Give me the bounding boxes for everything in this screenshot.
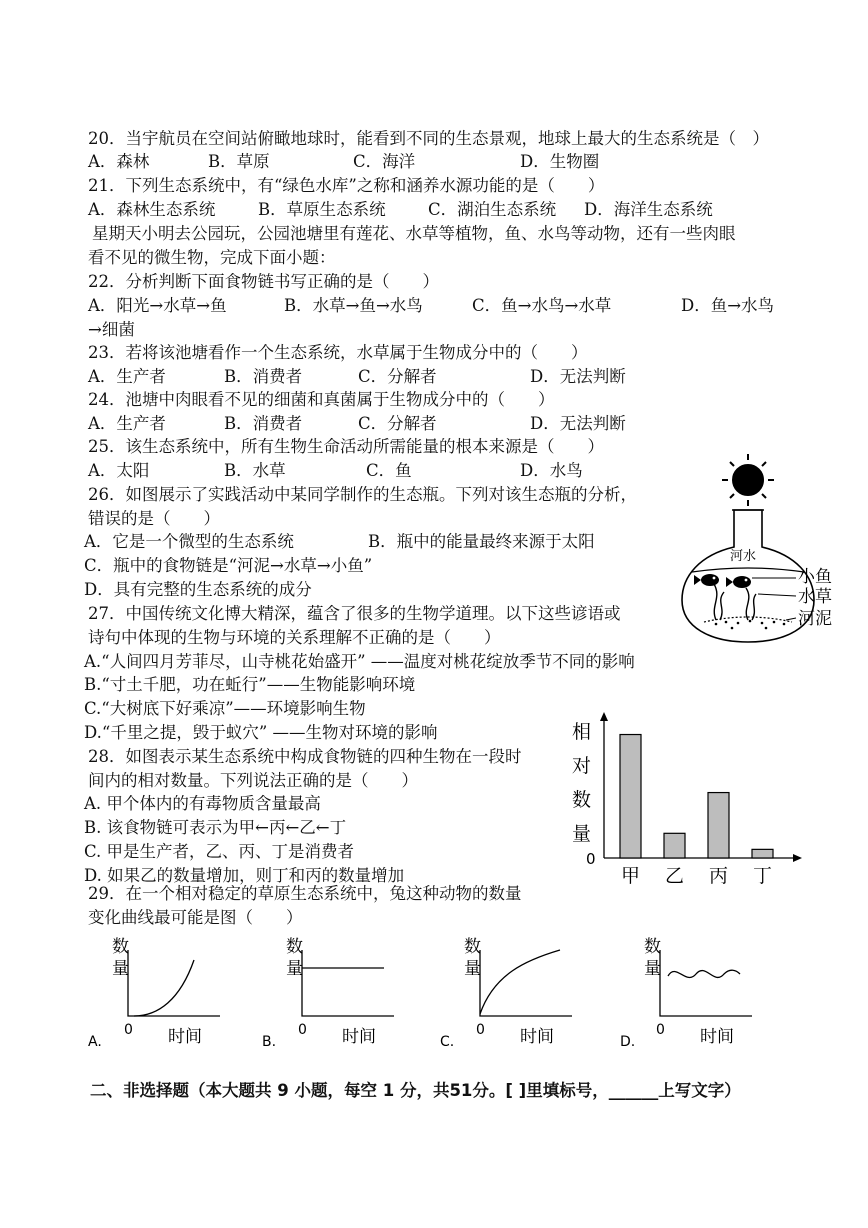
graph-axes xyxy=(128,950,220,1016)
q21-option-d: D．海洋生态系统 xyxy=(584,200,713,219)
graph-axes xyxy=(480,950,572,1016)
q29-graph-c xyxy=(440,930,590,1052)
bar-2 xyxy=(664,833,685,858)
graph-origin-label: 0 xyxy=(298,1022,307,1038)
label-water-grass: 水草 xyxy=(798,587,832,607)
bar-4 xyxy=(752,849,773,858)
graph-x-label: 时间 xyxy=(342,1027,376,1047)
graph-y-label-char: 数 xyxy=(112,937,129,957)
bar-1 xyxy=(620,735,641,858)
label-river-water: 河水 xyxy=(730,549,757,564)
q29-graph-b xyxy=(262,930,412,1052)
category-label-3: 丙 xyxy=(708,865,729,887)
y-axis-label-char-1: 相 xyxy=(572,721,592,743)
q26-stem-1: 26．如图展示了实践活动中某同学制作的生态瓶。下列对该生态瓶的分析， xyxy=(88,485,637,504)
q21-stem: 21．下列生态系统中，有“绿色水库”之称和涵养水源功能的是（ ） xyxy=(88,176,605,195)
q23-option-b: B．消费者 xyxy=(224,367,303,386)
q22-option-b: B．水草→鱼→水鸟 xyxy=(284,296,423,315)
quantity-curve xyxy=(480,950,560,1014)
q28-option-d: D. 如果乙的数量增加，则丁和丙的数量增加 xyxy=(84,866,405,885)
q23-stem: 23．若将该池塘看作一个生态系统，水草属于生物成分中的（ ） xyxy=(88,343,588,362)
q21-option-c: C．湖泊生态系统 xyxy=(428,200,557,219)
q21-option-b: B．草原生态系统 xyxy=(258,200,386,219)
q20-option-a: A．森林 xyxy=(88,152,150,171)
ecology-bottle-figure xyxy=(676,452,846,648)
q23-option-d: D．无法判断 xyxy=(530,367,626,386)
graph-axes xyxy=(660,950,752,1016)
q22-option-d-wrap: →细菌 xyxy=(88,320,135,339)
q20-option-c: C．海洋 xyxy=(353,152,416,171)
q25-stem: 25．该生态系统中，所有生物生命活动所需能量的根本来源是（ ） xyxy=(88,437,604,456)
q24-option-a: A．生产者 xyxy=(88,414,166,433)
graph-y-label-char: 量 xyxy=(644,959,661,979)
y-axis-arrow xyxy=(600,712,608,721)
q29-graph-d xyxy=(620,930,770,1052)
q20-option-b: B．草原 xyxy=(208,152,270,171)
q28-option-c: C. 甲是生产者，乙、丙、丁是消费者 xyxy=(84,842,355,861)
graph-y-label-char: 量 xyxy=(464,959,481,979)
label-river-mud: 河泥 xyxy=(798,609,832,629)
graph-option-letter: C. xyxy=(440,1034,455,1050)
q24-option-b: B．消费者 xyxy=(224,414,303,433)
q27-option-b: B.“寸土千肥，功在蚯行”——生物能影响环境 xyxy=(84,675,416,694)
y-axis-label xyxy=(572,721,591,845)
water-grass-icon xyxy=(714,584,756,620)
q28-option-b: B. 该食物链可表示为甲←丙←乙←丁 xyxy=(84,818,347,837)
sun-icon xyxy=(722,454,774,506)
graph-y-label-char: 量 xyxy=(112,959,129,979)
graph-y-label-char: 量 xyxy=(286,959,303,979)
graph-x-label: 时间 xyxy=(520,1027,554,1047)
graph-origin-label: 0 xyxy=(476,1022,485,1038)
graph-x-label: 时间 xyxy=(700,1027,734,1047)
q27-option-c: C.“大树底下好乘凉”——环境影响生物 xyxy=(84,699,366,718)
q24-option-c: C．分解者 xyxy=(358,414,437,433)
q25-option-a: A．太阳 xyxy=(88,461,150,480)
q26-option-a: A．它是一个微型的生态系统 xyxy=(84,532,294,551)
q27-option-a: A.“人间四月芳菲尽，山寺桃花始盛开” ——温度对桃花绽放季节不同的影响 xyxy=(84,652,635,671)
q26-option-c: C．瓶中的食物链是“河泥→水草→小鱼” xyxy=(84,556,373,575)
q24-option-d: D．无法判断 xyxy=(530,414,626,433)
q24-stem: 24．池塘中肉眼看不见的细菌和真菌属于生物成分中的（ ） xyxy=(88,390,555,409)
graph-origin-label: 0 xyxy=(124,1022,133,1038)
q28-stem-2: 间内的相对数量。下列说法正确的是（ ） xyxy=(88,771,418,790)
flask-outline xyxy=(682,510,814,642)
q28-option-a: A. 甲个体内的有毒物质含量最高 xyxy=(84,794,321,813)
q26-option-b: B．瓶中的能量最终来源于太阳 xyxy=(368,532,595,551)
q25-option-d: D．水鸟 xyxy=(520,461,583,480)
q26-stem-2: 错误的是（ ） xyxy=(88,509,220,528)
q29-stem-2: 变化曲线最可能是图（ ） xyxy=(88,908,303,927)
y-axis-label-char-4: 量 xyxy=(572,823,592,845)
q21-option-a: A．森林生态系统 xyxy=(88,200,216,219)
q22-stem: 22．分析判断下面食物链书写正确的是（ ） xyxy=(88,272,439,291)
graph-y-label-char: 数 xyxy=(464,937,481,957)
water-surface xyxy=(692,568,804,572)
relative-quantity-bar-chart xyxy=(566,712,806,896)
q28-stem-1: 28．如图表示某生态系统中构成食物链的四种生物在一段时 xyxy=(88,747,522,766)
q22-option-d: D．鱼→水鸟 xyxy=(681,296,775,315)
quantity-curve xyxy=(668,970,740,977)
q27-stem-2: 诗句中体现的生物与环境的关系理解不正确的是（ ） xyxy=(88,628,501,647)
graph-x-label: 时间 xyxy=(168,1027,202,1047)
y-axis-label-char-3: 数 xyxy=(572,789,592,811)
category-label-2: 乙 xyxy=(664,865,685,887)
section-2-heading: 二、非选择题（本大题共 9 小题，每空 1 分，共51分。[ ]里填标号，______上写文字） xyxy=(90,1081,741,1100)
graph-option-letter: B. xyxy=(262,1034,277,1050)
graph-axes xyxy=(302,950,394,1016)
chart-origin-label: 0 xyxy=(586,850,596,868)
q20-stem: 20．当宇航员在空间站俯瞰地球时，能看到不同的生态景观，地球上最大的生态系统是（ ） xyxy=(88,129,769,148)
q23-option-a: A．生产者 xyxy=(88,367,166,386)
q23-option-c: C．分解者 xyxy=(358,367,437,386)
q27-option-d: D.“千里之提，毁于蚁穴” ——生物对环境的影响 xyxy=(84,723,438,742)
intro-line-2: 看不见的微生物，完成下面小题： xyxy=(88,248,336,267)
q26-option-d: D．具有完整的生态系统的成分 xyxy=(84,580,312,599)
category-label-4: 丁 xyxy=(752,865,773,887)
intro-line-1: 星期天小明去公园玩，公园池塘里有莲花、水草等植物，鱼、水鸟等动物，还有一些肉眼 xyxy=(92,224,736,243)
label-small-fish: 小鱼 xyxy=(798,567,832,587)
q22-option-a: A．阳光→水草→鱼 xyxy=(88,296,227,315)
graph-option-letter: A. xyxy=(88,1034,102,1050)
small-fish-icon xyxy=(694,574,751,588)
q25-option-b: B．水草 xyxy=(224,461,286,480)
q22-option-c: C．鱼→水鸟→水草 xyxy=(472,296,612,315)
graph-y-label-char: 数 xyxy=(644,937,661,957)
q29-stem-1: 29．在一个相对稳定的草原生态系统中，兔这种动物的数量 xyxy=(88,884,522,903)
quantity-curve xyxy=(134,960,194,1016)
graph-y-label-char: 数 xyxy=(286,937,303,957)
q20-option-d: D．生物圈 xyxy=(520,152,600,171)
q29-graph-a xyxy=(88,930,238,1052)
y-axis-label-char-2: 对 xyxy=(572,755,592,777)
q27-stem-1: 27．中国传统文化博大精深，蕴含了很多的生物学道理。以下这些谚语或 xyxy=(88,604,621,623)
category-label-1: 甲 xyxy=(620,865,641,887)
bar-3 xyxy=(708,793,729,858)
graph-option-letter: D. xyxy=(620,1034,636,1050)
q25-option-c: C．鱼 xyxy=(366,461,412,480)
x-axis-arrow xyxy=(793,854,802,862)
graph-origin-label: 0 xyxy=(656,1022,665,1038)
